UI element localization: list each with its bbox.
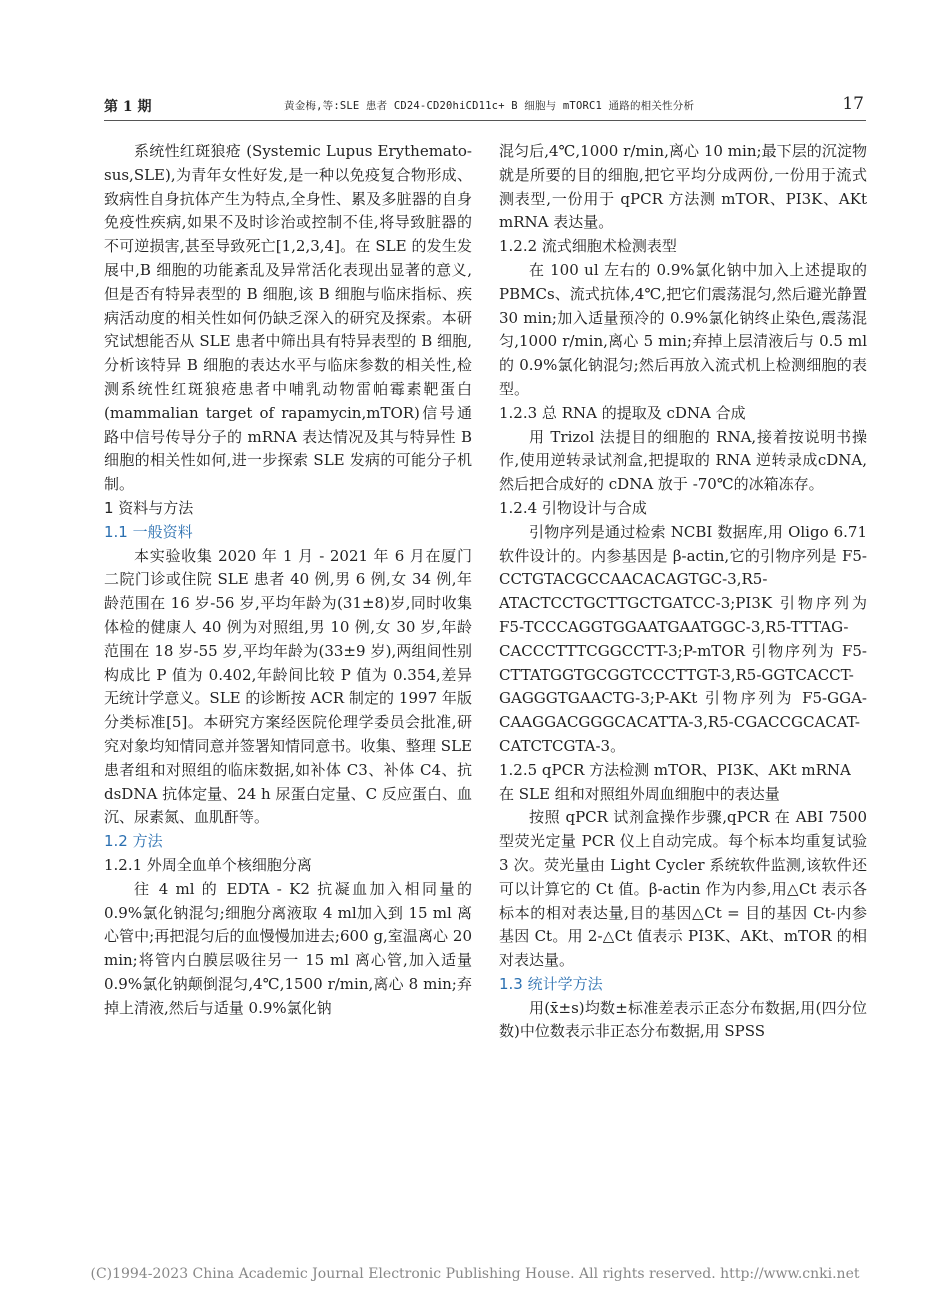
intro-paragraph: 系统性红斑狼疮 (Systemic Lupus Erythemato-sus,SLE),为青年女性好发,是一种以免疫复合物形成、致病性自身抗体产生为特点,全身性、累及多脏器的自身免疫性疾病,如果不及时诊治或控制不佳,将导致脏器的不可逆损害,甚至导致死亡[1,2,3,4]。在 SLE 的发生发展中,B 细胞的功能紊乱及异常活化表现出显著的意义,但是否有特异表型的 B 细胞,该 B 细胞与临床指标、疾病活动度的相关性如何仍缺乏深入的研究及探索。本研究试想能否从 SLE 患者中筛出具有特异表型的 B 细胞,分析该特异 B 细胞的表达水平与临床参数的相关性,检测系统性红斑狼疮患者中哺乳动物雷帕霉素靶蛋白(mammalian target of rapamycin,mTOR)信号通路中信号传导分子的 mRNA 表达情况及其与特异性 B 细胞的相关性如何,进一步探索 SLE 发病的可能分子机制。 — [104, 142, 472, 494]
pbmc-paragraph: 往 4 ml 的 EDTA - K2 抗凝血加入相同量的 0.9%氯化钠混匀;细胞分离液取 4 ml加入到 15 ml 离心管中;再把混匀后的血慢慢加进去;600 g,室温离心 20 min;将管内白膜层吸往另一 15 ml 离心管,加入适量 0.9%氯化钠颠倒混匀,4℃,1500 r/min,离心 8 min;弃掉上清液,然后与适量 0.9%氯化钠 — [104, 879, 472, 1017]
subsubsection-heading-pbmc: 1.2.1 外周全血单个核细胞分离 — [104, 855, 312, 874]
statistics-paragraph: 用(x̄±s)均数±标准差表示正态分布数据,用(四分位数)中位数表示非正态分布数据,用 SPSS — [499, 998, 867, 1041]
general-info-paragraph: 本实验收集 2020 年 1 月 - 2021 年 6 月在厦门二院门诊或住院 SLE 患者 40 例,男 6 例,女 34 例,年龄范围在 16 岁-56 岁,平均年龄为(31±8)岁,同时收集体检的健康人 40 例为对照组,男 10 例,女 30 岁,年龄范围在 18 岁-55 岁,平均年龄为(33±9 岁),两组间性别构成比 P 值为 0.402,年龄间比较 P 值为 0.354,差异无统计学意义。SLE 的诊断按 ACR 制定的 1997 年版分类标准[5]。本研究方案经医院伦理学委员会批准,研究对象均知情同意并签署知情同意书。收集、整理 SLE 患者组和对照组的临床数据,如补体 C3、补体 C4、抗 dsDNA 抗体定量、24 h 尿蛋白定量、C 反应蛋白、血沉、尿素氮、血肌酐等。 — [104, 546, 472, 827]
issue-number: 第 1 期 — [104, 99, 152, 115]
running-header — [104, 92, 866, 121]
qpcr-paragraph: 按照 qPCR 试剂盒操作步骤,qPCR 在 ABI 7500 型荧光定量 PCR 仪上自动完成。每个标本均重复试验 3 次。荧光量由 Light Cycler 系统软件监测,该软件还可以计算它的 Ct 值。β-actin 作为内参,用△Ct 表示各标本的相对表达量,目的基因△Ct = 目的基因 Ct-内参基因 Ct。用 2-△Ct 值表示 PI3K、AKt、mTOR 的相对表达量。 — [499, 808, 867, 970]
subsubsection-heading-primer: 1.2.4 引物设计与合成 — [499, 498, 647, 517]
page-number: 17 — [842, 94, 864, 114]
pbmc-paragraph-continued: 混匀后,4℃,1000 r/min,离心 10 min;最下层的沉淀物就是所要的目的细胞,把它平均分成两份,一份用于流式测表型,一份用于 qPCR 方法测 mTOR、PI3K、AKt mRNA 表达量。 — [499, 142, 867, 232]
subsubsection-heading-qpcr: 1.2.5 qPCR 方法检测 mTOR、PI3K、AKt mRNA 在 SLE 组和对照组外周血细胞中的表达量 — [499, 760, 851, 803]
subsubsection-heading-flow: 1.2.2 流式细胞术检测表型 — [499, 237, 677, 256]
rna-paragraph: 用 Trizol 法提目的细胞的 RNA,接着按说明书操作,使用逆转录试剂盒,把提取的 RNA 逆转录成cDNA,然后把合成好的 cDNA 放于 -70℃的冰箱冻存。 — [499, 427, 867, 494]
subsection-heading-statistics: 1.3 统计学方法 — [499, 974, 603, 993]
primer-paragraph: 引物序列是通过检索 NCBI 数据库,用 Oligo 6.71 软件设计的。内参基因是 β-actin,它的引物序列是 F5-CCTGTACGCCAACACAGTGC-3,R5-ATACTCCTGCTTGCTGATCC-3;PI3K 引物序列为 F5-TCCCAGGTGGAATGAATGGC-3,R5-TTTAG-CACCCTTTCGGCCTT-3;P-mTOR 引物序列为 F5-CTTATGGTGCGGTCCCTTGT-3,R5-GGTCACCT-GAGGGTGAACTG-3;P-AKt 引物序列为 F5-GGA-CAAGGACGGGCACATTA-3,R5-CGACCGCACAT-CATCTCGTA-3。 — [499, 522, 867, 755]
subsection-heading-general: 1.1 一般资料 — [104, 522, 193, 541]
subsubsection-heading-rna: 1.2.3 总 RNA 的提取及 cDNA 合成 — [499, 403, 746, 422]
subsection-heading-method: 1.2 方法 — [104, 832, 163, 851]
copyright-footer: (C)1994-2023 China Academic Journal Electronic Publishing House. All rights reserved. http://www.cnki.net — [90, 1266, 860, 1282]
flow-paragraph: 在 100 ul 左右的 0.9%氯化钠中加入上述提取的 PBMCs、流式抗体,4℃,把它们震荡混匀,然后避光静置 30 min;加入适量预冷的 0.9%氯化钠终止染色,震荡混匀,1000 r/min,离心 5 min;弃掉上层清液后与 0.5 ml 的 0.9%氯化钠混匀;然后再放入流式机上检测细胞的表型。 — [499, 260, 867, 398]
left-column — [104, 140, 472, 1020]
right-column — [499, 140, 867, 1044]
running-title: 黄金梅,等:SLE 患者 CD24-CD20hiCD11c+ B 细胞与 mTORC1 通路的相关性分析 — [284, 100, 695, 112]
section-heading-methods: 1 资料与方法 — [104, 498, 194, 517]
